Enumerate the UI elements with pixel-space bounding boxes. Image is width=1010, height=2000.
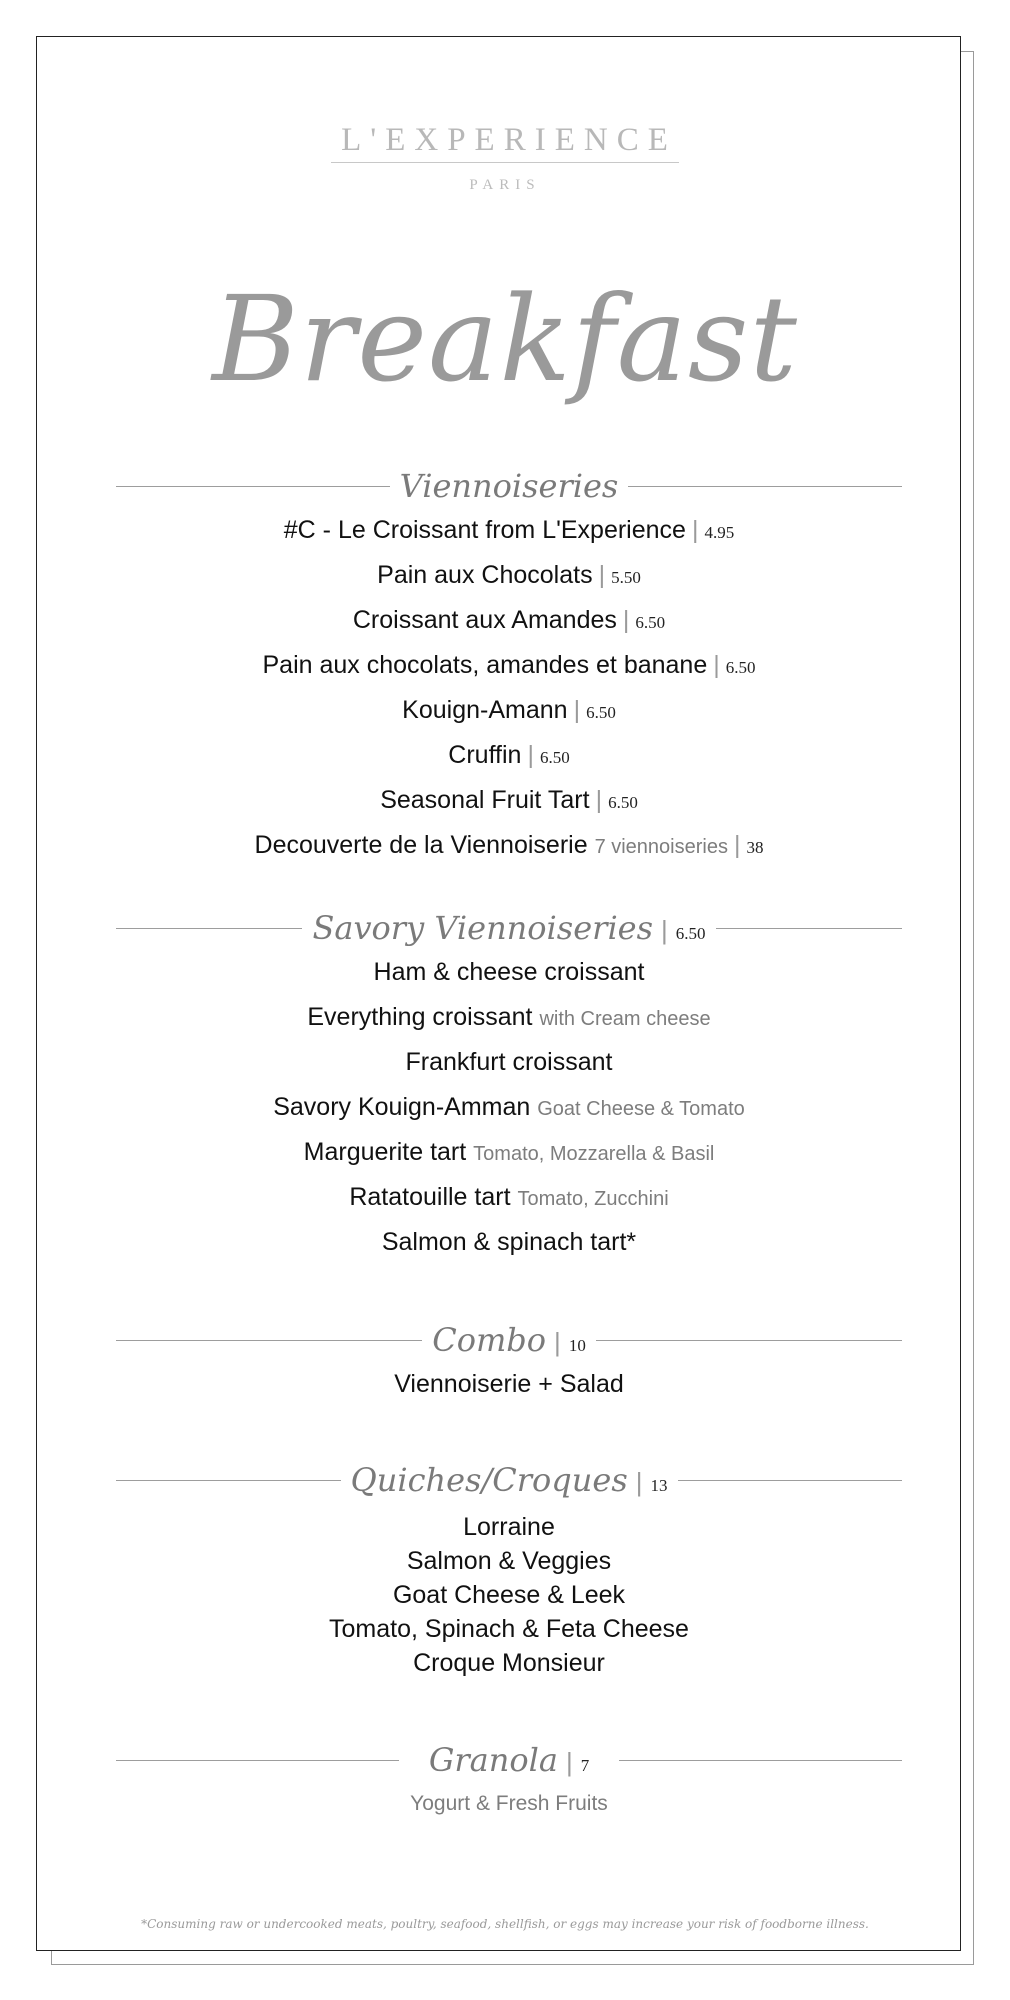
item-price: 4.95	[704, 523, 735, 542]
section-header	[116, 1318, 902, 1362]
menu-item	[116, 1130, 902, 1175]
divider-line	[678, 1480, 903, 1481]
item-price: 6.50	[725, 658, 756, 677]
footnote: *Consuming raw or undercooked meats, poultry, seafood, shellfish, or eggs may increase your risk of foodborne illness.	[141, 1917, 869, 1931]
item-name: Everything croissant	[307, 1003, 533, 1031]
item-list	[116, 1510, 902, 1680]
menu-title: Breakfast	[212, 270, 798, 408]
section-price: 13	[650, 1476, 668, 1495]
item-note: Tomato, Zucchini	[517, 1188, 669, 1210]
price-separator: |	[661, 915, 668, 945]
item-price: 5.50	[611, 568, 641, 587]
section-title: Combo	[432, 1321, 547, 1359]
item-name: Ratatouille tart	[349, 1183, 511, 1211]
price-separator: |	[565, 1747, 573, 1777]
item-price: 6.50	[608, 793, 638, 812]
price-separator: |	[598, 561, 606, 589]
price-separator: |	[527, 741, 534, 769]
price-separator: |	[635, 1467, 643, 1497]
divider-line	[116, 1480, 341, 1481]
item-price: 6.50	[635, 613, 666, 632]
price-separator: |	[733, 831, 741, 859]
section-price: 10	[568, 1336, 586, 1355]
divider-line	[619, 1760, 902, 1761]
section-title: Viennoiseries	[399, 467, 619, 505]
section-title: Quiches/Croques	[350, 1461, 628, 1499]
price-separator: |	[573, 696, 581, 724]
item-note: Tomato, Mozzarella & Basil	[473, 1143, 715, 1165]
logo-city: PARIS	[469, 177, 541, 194]
item-list	[116, 508, 902, 868]
item-name: Lorraine	[463, 1513, 555, 1541]
item-name: Marguerite tart	[303, 1138, 467, 1166]
item-name: Savory Kouign-Amman	[273, 1093, 531, 1121]
item-name: Pain aux Chocolats	[377, 561, 593, 589]
item-note: with Cream cheese	[539, 1008, 711, 1030]
divider-line	[116, 1760, 399, 1761]
section-savory-viennoiseries	[116, 906, 902, 1265]
section-viennoiseries	[116, 464, 902, 868]
menu-item	[116, 950, 902, 995]
item-note: Goat Cheese & Tomato	[537, 1098, 745, 1120]
section-header	[116, 1458, 902, 1502]
price-separator: |	[713, 651, 720, 679]
menu-item	[116, 1646, 902, 1680]
menu-item	[116, 823, 902, 868]
section-header	[116, 906, 902, 950]
item-name: Salmon & Veggies	[406, 1547, 612, 1575]
section-combo	[116, 1318, 902, 1407]
section-quiches-croques	[116, 1458, 902, 1680]
menu-item	[116, 1544, 902, 1578]
item-price: 6.50	[586, 703, 616, 722]
item-name: Viennoiserie + Salad	[394, 1370, 624, 1398]
item-list	[116, 950, 902, 1265]
section-granola	[116, 1738, 902, 1824]
section-header	[116, 464, 902, 508]
menu-item	[116, 598, 902, 643]
divider-line	[116, 928, 302, 929]
section-price: 6.50	[675, 924, 706, 943]
item-name: Salmon & spinach tart*	[381, 1228, 637, 1256]
item-note: 7 viennoiseries	[594, 836, 728, 858]
section-header	[116, 1738, 902, 1782]
divider-line	[596, 1340, 902, 1341]
item-name: Croissant aux Amandes	[352, 606, 617, 634]
menu-item	[116, 688, 902, 733]
item-name: Goat Cheese & Leek	[392, 1581, 626, 1609]
section-title: Savory Viennoiseries	[312, 909, 654, 947]
menu-item	[116, 1578, 902, 1612]
item-name: Kouign-Amann	[402, 696, 568, 724]
menu-item	[116, 1175, 902, 1220]
section-title: Granola	[428, 1741, 558, 1779]
menu-item	[116, 508, 902, 553]
menu-item	[116, 643, 902, 688]
menu-item	[116, 1510, 902, 1544]
menu-item	[116, 733, 902, 778]
item-name: Croque Monsieur	[413, 1649, 605, 1677]
section-price: 7	[580, 1756, 590, 1775]
item-name: #C - Le Croissant from L'Experience	[283, 516, 686, 544]
menu-item	[116, 1362, 902, 1407]
logo	[0, 122, 1010, 194]
divider-line	[628, 486, 902, 487]
item-name: Decouverte de la Viennoiserie	[254, 831, 588, 859]
granola-description: Yogurt & Fresh Fruits	[410, 1792, 608, 1815]
item-list	[116, 1362, 902, 1407]
menu-item	[116, 1040, 902, 1085]
item-name: Ham & cheese croissant	[373, 958, 645, 986]
menu-item	[116, 995, 902, 1040]
menu-item	[116, 1220, 902, 1265]
price-separator: |	[691, 516, 699, 544]
menu-item	[116, 1612, 902, 1646]
divider-line	[116, 1340, 422, 1341]
item-name: Seasonal Fruit Tart	[380, 786, 590, 814]
menu-item	[116, 1085, 902, 1130]
divider-line	[116, 486, 390, 487]
item-price: 38	[746, 838, 764, 857]
price-separator: |	[622, 606, 630, 634]
item-name: Tomato, Spinach & Feta Cheese	[329, 1615, 689, 1643]
item-name: Pain aux chocolats, amandes et banane	[262, 651, 708, 679]
price-separator: |	[554, 1327, 561, 1357]
item-name: Cruffin	[448, 741, 522, 769]
item-name: Frankfurt croissant	[405, 1048, 613, 1076]
price-separator: |	[595, 786, 603, 814]
logo-brand: L'EXPERIENCE	[331, 122, 679, 163]
divider-line	[716, 928, 902, 929]
item-price: 6.50	[539, 748, 570, 767]
menu-item	[116, 778, 902, 823]
menu-item	[116, 553, 902, 598]
